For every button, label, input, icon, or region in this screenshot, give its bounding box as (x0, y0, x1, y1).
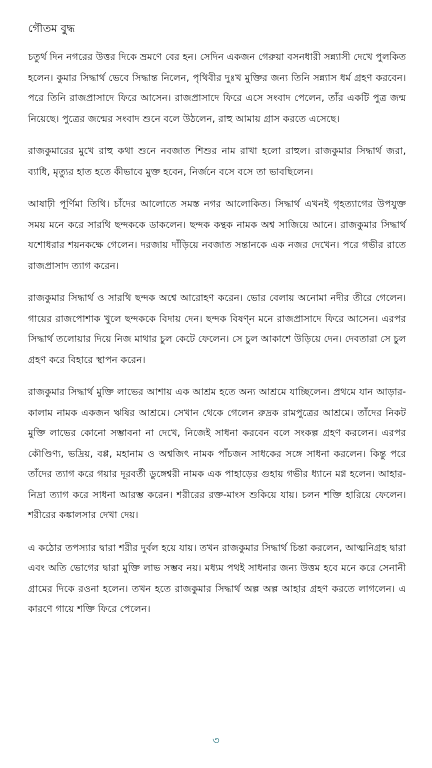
page-header-title: গৌতম বুদ্ধ (28, 22, 75, 35)
paragraph-4: রাজকুমার সিদ্ধার্থ ও সারথি ছন্দক অশ্বে আরোহণ করেন। ভোর বেলায় অনোমা নদীর তীরে গেলেন। গায়ের রাজপোশাক খুলে ছন্দককে বিদায় দেন। ছন্দক বিষণ্ন মনে রাজপ্রাসাদে ফিরে আসেন। এরপর সিদ্ধার্থ তলোয়ার দিয়ে নিজ মাথার চুল কেটে ফেলেন। সে চুল আকাশে উড়িয়ে দেন। দেবতারা সে চুল গ্রহণ করে বিহারে স্থাপন করেন। (28, 293, 406, 366)
paragraph-3: আষাঢ়ী পূর্ণিমা তিথি। চাঁদের আলোতে সমস্ত নগর আলোকিত। সিদ্ধার্থ এখনই গৃহত্যাগের উপযুক্ত সময় মনে করে সারথি ছন্দককে ডাকলেন। ছন্দক কন্থক নামক অশ্ব সাজিয়ে আনে। রাজকুমার সিদ্ধার্থ যশোধরার শয়নকক্ষে গেলেন। দরজায় দাঁড়িয়ে নবজাত সন্তানকে এক নজর দেখেন। পরে গভীর রাতে রাজপ্রাসাদ ত্যাগ করেন। (28, 199, 406, 272)
paragraph-1: চতুর্থ দিন নগরের উত্তর দিকে ভ্রমণে বের হন। সেদিন একজন গেরুয়া বসনধারী সন্ন্যাসী দেখে পুলকিত হলেন। কুমার সিদ্ধার্থ ভেবে সিদ্ধান্ত নিলেন, পৃথিবীর দুঃখ মুক্তির জন্য তিনি সন্ন্যাস ধর্ম গ্রহণ করবেন। পরে তিনি রাজপ্রাসাদে ফিরে আসেন। রাজপ্রাসাদে ফিরে এসে সংবাদ পেলেন, তাঁর একটি পুত্র জন্ম নিয়েছে। পুত্রের জন্মের সংবাদ শুনে বলে উঠলেন, রাহু আমায় গ্রাস করতে এসেছে। (28, 52, 406, 125)
paragraph-2: রাজকুমারের মুখে রাহু কথা শুনে নবজাত শিশুর নাম রাখা হলো রাহুল। রাজকুমার সিদ্ধার্থ জরা, ব্যাধি, মৃত্যুর হাত হতে কীভাবে মুক্ত হবেন, নির্জনে বসে বসে তা ভাবছিলেন। (28, 146, 406, 178)
paragraph-6: এ কঠোর তপস্যার দ্বারা শরীর দুর্বল হয়ে যায়। তখন রাজকুমার সিদ্ধার্থ চিন্তা করলেন, আত্মনিগ্রহ দ্বারা এবং অতি ভোগের দ্বারা মুক্তি লাভ সম্ভব নয়। মধ্যম পথই সাধনার জন্য উত্তম হবে মনে করে সেনানী গ্রামের দিকে রওনা হলেন। তখন হতে রাজকুমার সিদ্ধার্থ অল্প অল্প আহার গ্রহণ করতে লাগলেন। এ কারণে গায়ে শক্তি ফিরে পেলেন। (28, 542, 406, 615)
body-text (28, 48, 406, 633)
page-number: ৩ (212, 734, 220, 747)
paragraph-5: রাজকুমার সিদ্ধার্থ মুক্তি লাভের আশায় এক আশ্রম হতে অন্য আশ্রমে যাচ্ছিলেন। প্রথমে যান আড়ার-কালাম নামক একজন ঋষির আশ্রমে। সেখান থেকে গেলেন রুদ্রক রামপুত্রের আশ্রমে। তাঁদের নিকট মুক্তি লাভের কোনো সম্ভাবনা না দেখে, নিজেই সাধনা করবেন বলে সংকল্প গ্রহণ করলেন। এরপর কৌণ্ডিণ্য, ভদ্রিয়, বপ্প, মহানাম ও অশ্বজিৎ নামক পাঁচজন সাধকের সঙ্গে সাধনা করলেন। কিন্তু পরে তাঁদের ত্যাগ করে গয়ার দূরবর্তী ডুঙ্গেশ্বরী নামক এক পাহাড়ের গুহায় গভীর ধ্যানে মগ্ন হলেন। আহার-নিদ্রা ত্যাগ করে সাধনা আরম্ভ করেন। শরীরের রক্ত-মাংস শুকিয়ে যায়। চলন শক্তি হারিয়ে ফেলেন। শরীরের কঙ্কালসার দেখা দেয়। (28, 387, 406, 521)
